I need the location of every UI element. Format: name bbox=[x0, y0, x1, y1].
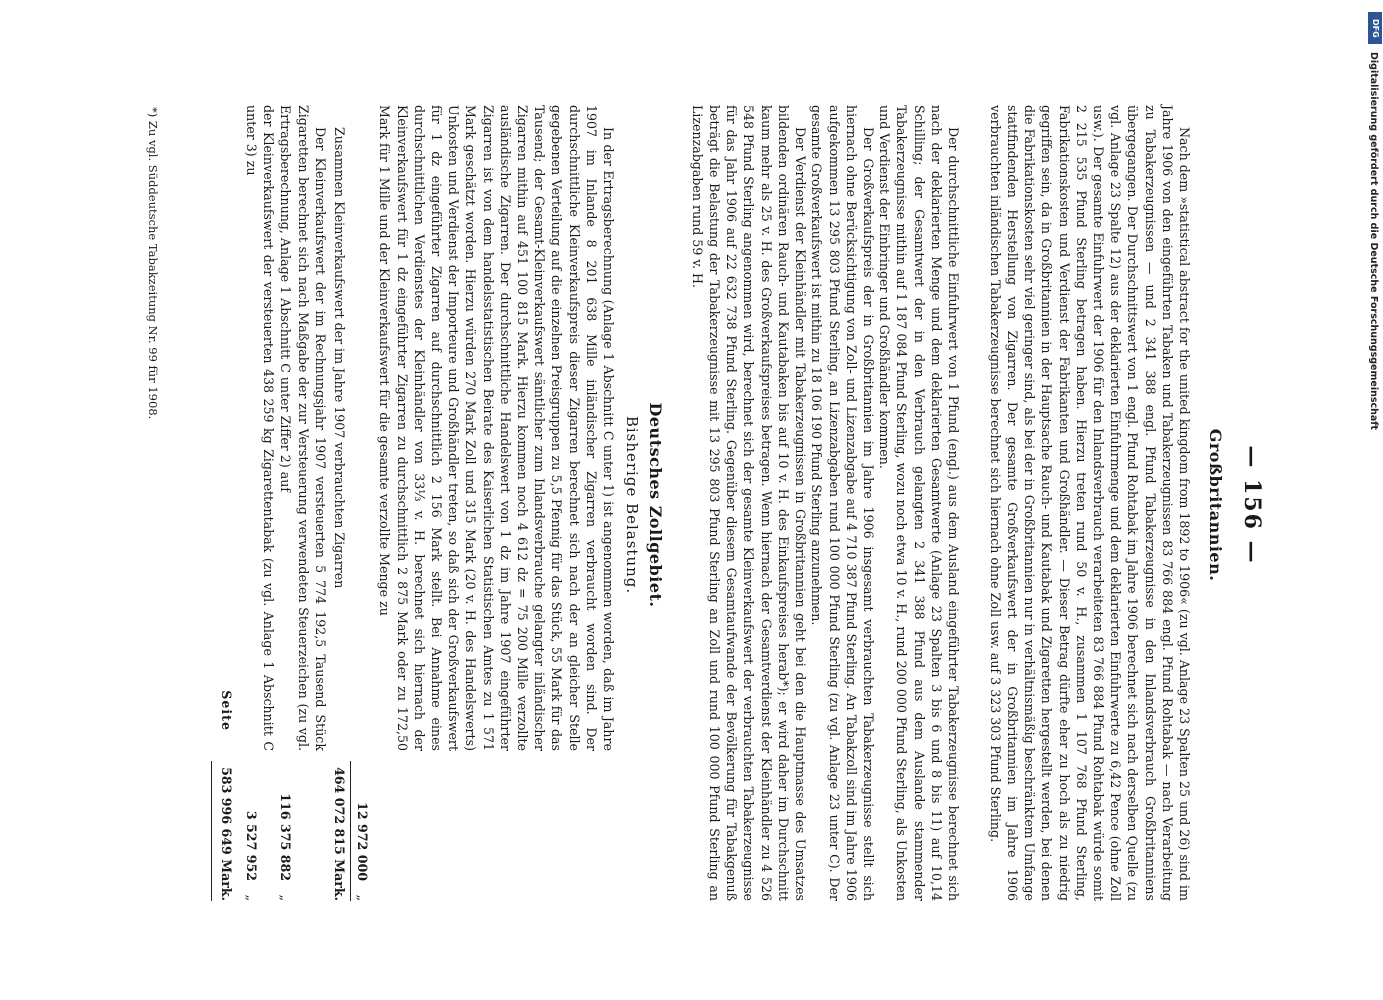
paragraph-3-text: Der Großverkaufspreis der in Großbritannien im Jahre 1906 insgesamt verbrauchten Tabakerzeugnisse stellt sich hiernach ohne Berücksichtigung von Zoll- und Lizenzabgabe auf 4 710 387 Pfund Sterling. An Tabakzoll sind im Jahre 1906 aufgekommen 13 295 803 Pfund Sterling, an Lizenzabgaben rund 100 000 Pfund Sterling (zu vgl. Anlage 23 unter C). Der gesamte Großverkaufswert ist mithin zu 18 106 190 Pfund Sterling anzunehmen. bbox=[809, 105, 876, 901]
table-row bbox=[331, 105, 348, 901]
row-value: 12 972 000 bbox=[355, 802, 371, 881]
digitization-credit: Digitalisierung gefördert durch die Deutsche Forschungsgemeinschaft bbox=[1368, 52, 1379, 430]
sum-row bbox=[218, 105, 235, 901]
table-row bbox=[277, 105, 329, 901]
paragraph-2-text: Der durchschnittliche Einfuhrwert von 1 Pfund (engl.) aus dem Ausland eingeführter Tabakerzeugnisse berechnet sich nach der deklarierten Menge und dem deklarierten Gesamtwerte (Anlage 23 Spalten 3 bis 6 und 8 bis 11) auf 10,14 Schilling; der Gesamtwert der in den Verbrauch gelangten 2 341 388 Pfund aus dem Auslande stammender Tabakerzeugnisse mithin auf 1 187 084 Pfund Sterling, wozu noch etwa 10 v. H., rund 200 000 Pfund Sterling, als Unkosten und Verdienst der Einbringer und Großhändler kommen. bbox=[877, 105, 961, 901]
row-unit: „ bbox=[243, 894, 259, 901]
paragraph-4 bbox=[689, 105, 809, 901]
footnote: *) Zu vgl. Süddeutsche Tabakzeitung Nr. 99 für 1908. bbox=[146, 107, 160, 420]
sum-label: Seite bbox=[218, 690, 234, 731]
table-row bbox=[243, 105, 277, 901]
sum-value: 583 996 649 Mark. bbox=[218, 767, 234, 901]
paragraph-1 bbox=[987, 105, 1193, 901]
paragraph-2 bbox=[876, 105, 962, 901]
paragraph-5-text: In der Ertragsberechnung (Anlage 1 Abschnitt C unter 1) ist angenommen worden, daß im Jahre 1907 im Inlande 8 201 638 Mille inländischer Zigarren verbraucht worden sind. Der durchschnittliche Kleinverkaufspreis dieser Zigarren berechnet sich nach der an gleicher Stelle gegebenen Verteilung auf die einzelnen Preisgruppen zu 5,5 Pfennig für das Stück, 55 Mark für das Tausend; der Gesamt-Kleinverkaufswert sämtlicher zum Inlandsverbrauche gelangter inländischer Zigarren mithin auf 451 100 815 Mark. Hierzu kommen noch 4 612 dz = 75 200 Mille verzollte ausländische Zigarren. Der durchschnittliche Handelswert von 1 dz im Jahre 1907 eingeführter Zigarren ist von dem handelsstatistischen Beirate des Kaiserlichen Statistischen Amtes zu 1 571 Mark geschätzt worden. Hierzu würden 270 Mark Zoll und 315 Mark (20 v. H. des Handelswerts) Unkosten und Verdienst der Importeure und Großhändler treten, so daß sich der Großverkaufswert für 1 dz eingeführter Zigarren auf durchschnittlich 2 156 Mark stellt. Bei Annahme eines durchschnittlichen Verdienstes der Kleinhändler von 33⅓ v. H. berechnet sich hiernach der Kleinverkaufswert für 1 dz eingeführter Zigarren zu durchschnittlich 2 875 Mark oder zu 172,50 Mark für 1 Mille und der Kleinverkaufswert für die gesamte verzollte Menge zu bbox=[377, 105, 616, 751]
paragraph-3 bbox=[808, 105, 877, 901]
dfg-logo: DFG bbox=[1368, 12, 1382, 44]
page-number: — 156 — bbox=[1239, 445, 1265, 565]
row-unit: „ bbox=[355, 894, 371, 901]
subtotal-rule bbox=[350, 761, 351, 901]
row-value: 3 527 952 bbox=[243, 810, 259, 881]
total-rule bbox=[211, 761, 212, 901]
section-title-grossbritannien: Großbritannien. bbox=[1206, 428, 1225, 582]
section-subtitle: Bisherige Belastung. bbox=[623, 415, 641, 595]
section-title-deutsches-zollgebiet: Deutsches Zollgebiet. bbox=[646, 402, 665, 608]
value-table bbox=[218, 105, 371, 901]
row-text: Zusammen Kleinverkaufswert der im Jahre 1907 verbrauchten Zigarren bbox=[332, 127, 347, 589]
row-text: Der Kleinverkaufswert der im Rechnungsjahr 1907 versteuerten 5 774 192,5 Tausend Stück Zigaretten berechnet sich nach Maßgabe der zur Versteuerung verwendeten Steuerzeichen (zu vgl. Ertragsberechnung, Anlage 1 Abschnitt C unter Ziffer 2) auf bbox=[278, 105, 328, 751]
table-row bbox=[354, 105, 371, 901]
paragraph-4-text: Der Verdienst der Kleinhändler mit Tabakerzeugnissen in Großbritannien geht bei den die Hauptmasse des Umsatzes bildenden ordinären Rauch- und Kautabaken bis auf 10 v. H. des Einkaufspreises herab*); er wird daher im Durchschnitt kaum mehr als 25 v. H. des Großverkaufspreises betragen. Wenn hiernach der Gesamtverdienst der Kleinhändler zu 4 526 548 Pfund Sterling angenommen wird, berechnet sich der gesamte Kleinverkaufswert der verbrauchten Tabakerzeugnisse für das Jahr 1906 auf 22 632 738 Pfund Sterling. Gegenüber diesem Gesamtaufwande der Bevölkerung für Tabakgenuß beträgt die Belastung der Tabakerzeugnisse mit 13 295 803 Pfund Sterling an Zoll und rund 100 000 Pfund Sterling an Lizenzabgaben rund 59 v. H. bbox=[689, 105, 808, 901]
row-unit: „ bbox=[278, 894, 294, 901]
paragraph-1-text: Nach dem »statistical abstract for the united kingdom from 1892 to 1906« (zu vgl. Anlage 23 Spalten 25 und 26) sind im Jahre 1906 von den eingeführten Tabaken und Tabakerzeugnissen 83 766 884 engl. Pfund Rohtabak — nach Verarbeitung zu Tabakerzeugnissen — und 2 341 388 engl. Pfund Tabakerzeugnisse in den Inlandsverbrauch Großbritanniens übergegangen. Der Durchschnittswert von 1 engl. Pfund Rohtabak im Jahre 1906 berechnet sich nach derselben Quelle (zu vgl. Anlage 23 Spalte 12) aus der deklarierten Einfuhrmenge und dem deklarierten Einfuhrwerte zu 6,42 Pence (ohne Zoll usw.). Der gesamte Einfuhrwert der 1906 für den Inlandsverbrauch verarbeiteten 83 766 884 Pfund Rohtabak würde somit 2 215 535 Pfund Sterling betragen haben. Hierzu treten rund 50 v. H., zusammen 1 107 768 Pfund Sterling, Fabrikationskosten und Verdienst der Fabrikanten und Großhändler. — Dieser Betrag dürfte eher zu hoch als zu niedrig gegriffen sein, da in Großbritannien in der Hauptsache Rauch- und Kautabak und Zigaretten hergestellt werden, bei denen die Fabrikationskosten sehr viel geringer sind, als bei der in Großbritannien nur in verhältnismäßig beschränktem Umfange stattfindenden Herstellung von Zigarren. Der gesamte Großverkaufswert der in Großbritannien im Jahre 1906 verbrauchten inländischen Tabakerzeugnisse berechnet sich hiernach ohne Zoll usw. auf 3 323 303 Pfund Sterling. bbox=[987, 105, 1192, 901]
digitization-sidebar bbox=[1368, 12, 1382, 992]
row-value: 464 072 815 Mark. bbox=[332, 767, 347, 901]
rotated-page bbox=[130, 95, 1265, 915]
paragraph-5 bbox=[376, 105, 617, 901]
row-text: der Kleinverkaufswert der versteuerten 438 259 kg Zigarettentabak (zu vgl. Anlage 1 Abschnitt C unter 3) zu bbox=[243, 105, 277, 751]
row-value: 116 375 882 bbox=[278, 793, 294, 881]
